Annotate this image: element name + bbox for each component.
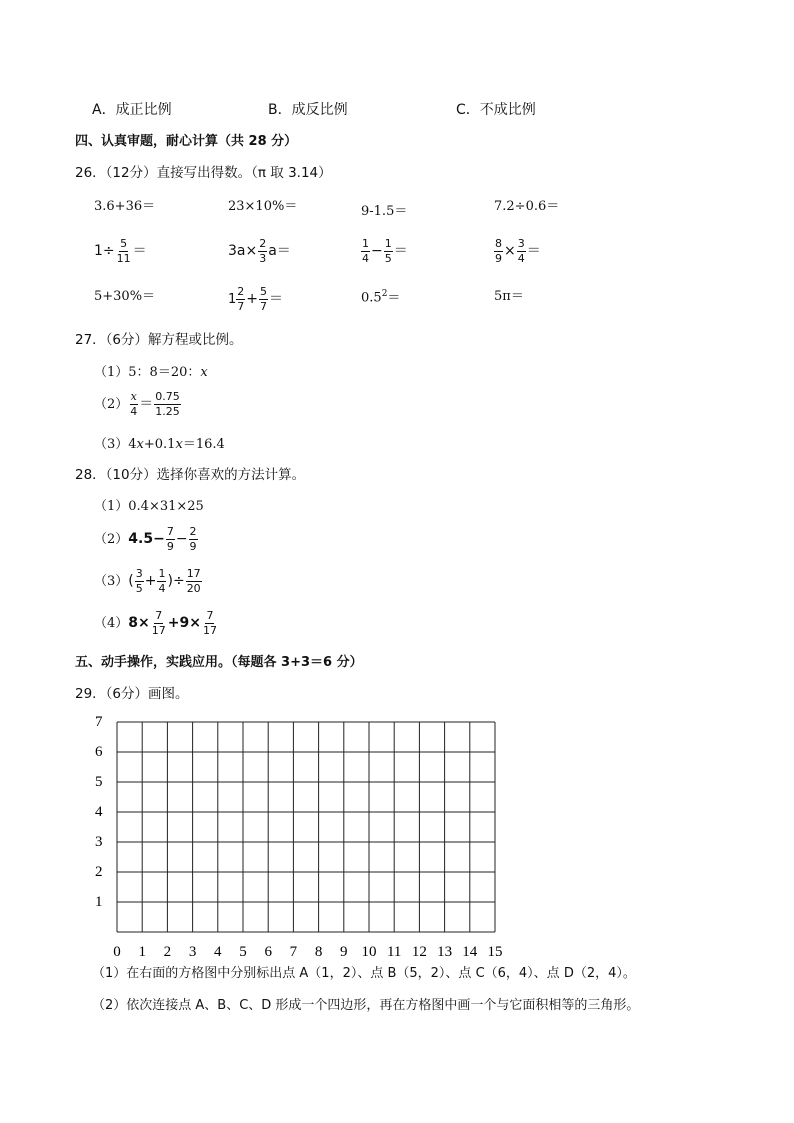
label: （3） (94, 573, 129, 589)
x-tick-label: 8 (314, 944, 323, 960)
frac-num: x (130, 390, 137, 403)
exponent: 2 (381, 289, 388, 299)
frac-num: 2 (237, 285, 245, 298)
frac-num: 3 (517, 237, 525, 250)
frac-den: 9 (495, 251, 502, 265)
close: )÷ (167, 573, 185, 590)
q26-r2c2-post: a＝ (268, 243, 291, 260)
y-tick-label: 5 (95, 774, 103, 790)
frac-den: 9 (166, 539, 174, 553)
q26-r2c1-pre: 1÷ (94, 243, 115, 260)
frac-num: 7 (166, 525, 174, 538)
x-tick-label: 13 (437, 944, 453, 960)
frac-num: 17 (186, 567, 201, 580)
frac-num: 2 (189, 525, 197, 538)
frac-num: 8 (495, 237, 502, 250)
mixed-int: 1 (228, 291, 237, 307)
x-tick-label: 1 (138, 944, 146, 960)
frac-num: 2 (259, 237, 267, 250)
label: （1）5：8＝20： (94, 365, 201, 380)
var-x: x (136, 437, 144, 452)
eq: ＝ (139, 396, 154, 413)
frac-num: 1 (158, 567, 166, 580)
q27-title: 27．（6分）解方程或比例。 (75, 332, 243, 348)
label: （3）4 (94, 437, 137, 452)
q28-title: 28．（10分）选择你喜欢的方法计算。 (75, 467, 306, 483)
x-tick-label: 12 (411, 944, 427, 960)
section5-title: 五、动手操作，实践应用。（每题各 3+3＝6 分） (75, 655, 363, 670)
frac-num: 1 (362, 237, 369, 250)
frac-den: 9 (189, 539, 197, 553)
frac-den: 7 (237, 299, 245, 313)
op: − (175, 531, 188, 548)
base: 0.5 (361, 290, 382, 306)
frac-den: 4 (130, 404, 138, 418)
x-tick-label: 6 (264, 944, 272, 960)
post: ＝ (387, 290, 401, 306)
x-tick-label: 5 (239, 944, 247, 960)
q26-r1c1: 3.6+36＝ (94, 199, 156, 214)
choice-a: A．成正比例 (92, 102, 172, 118)
frac-den: 5 (135, 581, 143, 595)
frac-den: 3 (259, 251, 267, 265)
y-tick-label: 2 (95, 864, 103, 880)
q29-part1: （1）在右面的方格图中分别标出点 A（1，2）、点 B（5，2）、点 C（6，4）、点 D（2，4）。 (92, 966, 636, 981)
frac-den: 5 (384, 251, 392, 265)
mid: +9× (167, 615, 201, 632)
pre: 8× (128, 615, 150, 632)
y-tick-label: 6 (95, 744, 103, 760)
frac-num: 3 (135, 567, 143, 580)
frac-den: 20 (186, 581, 201, 595)
q26-r1c4: 7.2÷0.6＝ (494, 199, 560, 214)
y-tick-label: 1 (95, 894, 103, 910)
q26-r3c2-post: ＝ (269, 291, 284, 308)
x-tick-label: 15 (487, 944, 503, 960)
x-tick-label: 2 (163, 944, 172, 960)
var-x: x (175, 437, 183, 452)
q26-r1c3: 9-1.5＝ (361, 204, 408, 219)
frac-den: 17 (151, 623, 166, 637)
q26-r2c2-pre: 3a× (228, 243, 258, 260)
x-tick-label: 7 (289, 944, 298, 960)
x-tick-label: 11 (386, 944, 402, 960)
pre: 4.5− (128, 531, 165, 548)
q26-r3c2-op: + (246, 291, 259, 308)
frac-den: 7 (260, 299, 268, 313)
var-x: x (200, 365, 208, 380)
frac-den: 4 (362, 251, 369, 265)
mid: +0.1 (143, 437, 176, 452)
x-tick-label: 0 (113, 944, 121, 960)
frac-num: 5 (120, 237, 128, 250)
end: ＝16.4 (182, 437, 225, 452)
label: （2） (94, 531, 129, 547)
frac-num: 1 (384, 237, 392, 250)
q26-r2c4-op: × (504, 243, 516, 260)
y-tick-label: 7 (95, 714, 103, 730)
frac-den: 11 (116, 251, 131, 265)
x-tick-label: 9 (340, 944, 348, 960)
frac-num: 5 (260, 285, 268, 298)
section4-title: 四、认真审题，耐心计算（共 28 分） (75, 134, 298, 149)
q29-part2: （2）依次连接点 A、B、C、D 形成一个四边形，再在方格图中画一个与它面积相等的三角形。 (92, 998, 640, 1013)
y-tick-label: 3 (95, 834, 103, 850)
frac-den: 4 (158, 581, 166, 595)
label: （4） (94, 615, 129, 631)
label: （2） (94, 396, 129, 412)
q26-r3c1: 5+30%＝ (94, 289, 156, 304)
q26-r2c4-post: ＝ (526, 243, 541, 260)
q26-r2c1-post: ＝ (132, 243, 147, 260)
frac-num: 7 (206, 609, 214, 622)
frac-num: 0.75 (155, 390, 180, 403)
choice-b: B．成反比例 (268, 102, 348, 118)
q26-title: 26．（12分）直接写出得数。（π 取 3.14） (75, 165, 332, 181)
q26-r1c2: 23×10%＝ (228, 199, 298, 214)
frac-den: 4 (517, 251, 525, 265)
op: + (144, 573, 157, 590)
x-tick-label: 10 (361, 944, 377, 960)
frac-den: 17 (202, 623, 217, 637)
choice-c: C．不成比例 (456, 102, 536, 118)
frac-num: 7 (155, 609, 163, 622)
frac-den: 1.25 (155, 404, 180, 418)
x-tick-label: 3 (188, 944, 197, 960)
q26-r2c3-op: − (371, 243, 383, 260)
x-tick-label: 4 (214, 944, 222, 960)
y-tick-label: 4 (95, 804, 103, 820)
q26-r3c4: 5π＝ (494, 289, 524, 304)
open-paren: ( (128, 573, 134, 590)
q28-p1: （1）0.4×31×25 (94, 499, 204, 514)
q26-r2c3-post: ＝ (393, 243, 408, 260)
q29-title: 29．（6分）画图。 (75, 686, 189, 702)
x-tick-label: 14 (462, 944, 478, 960)
